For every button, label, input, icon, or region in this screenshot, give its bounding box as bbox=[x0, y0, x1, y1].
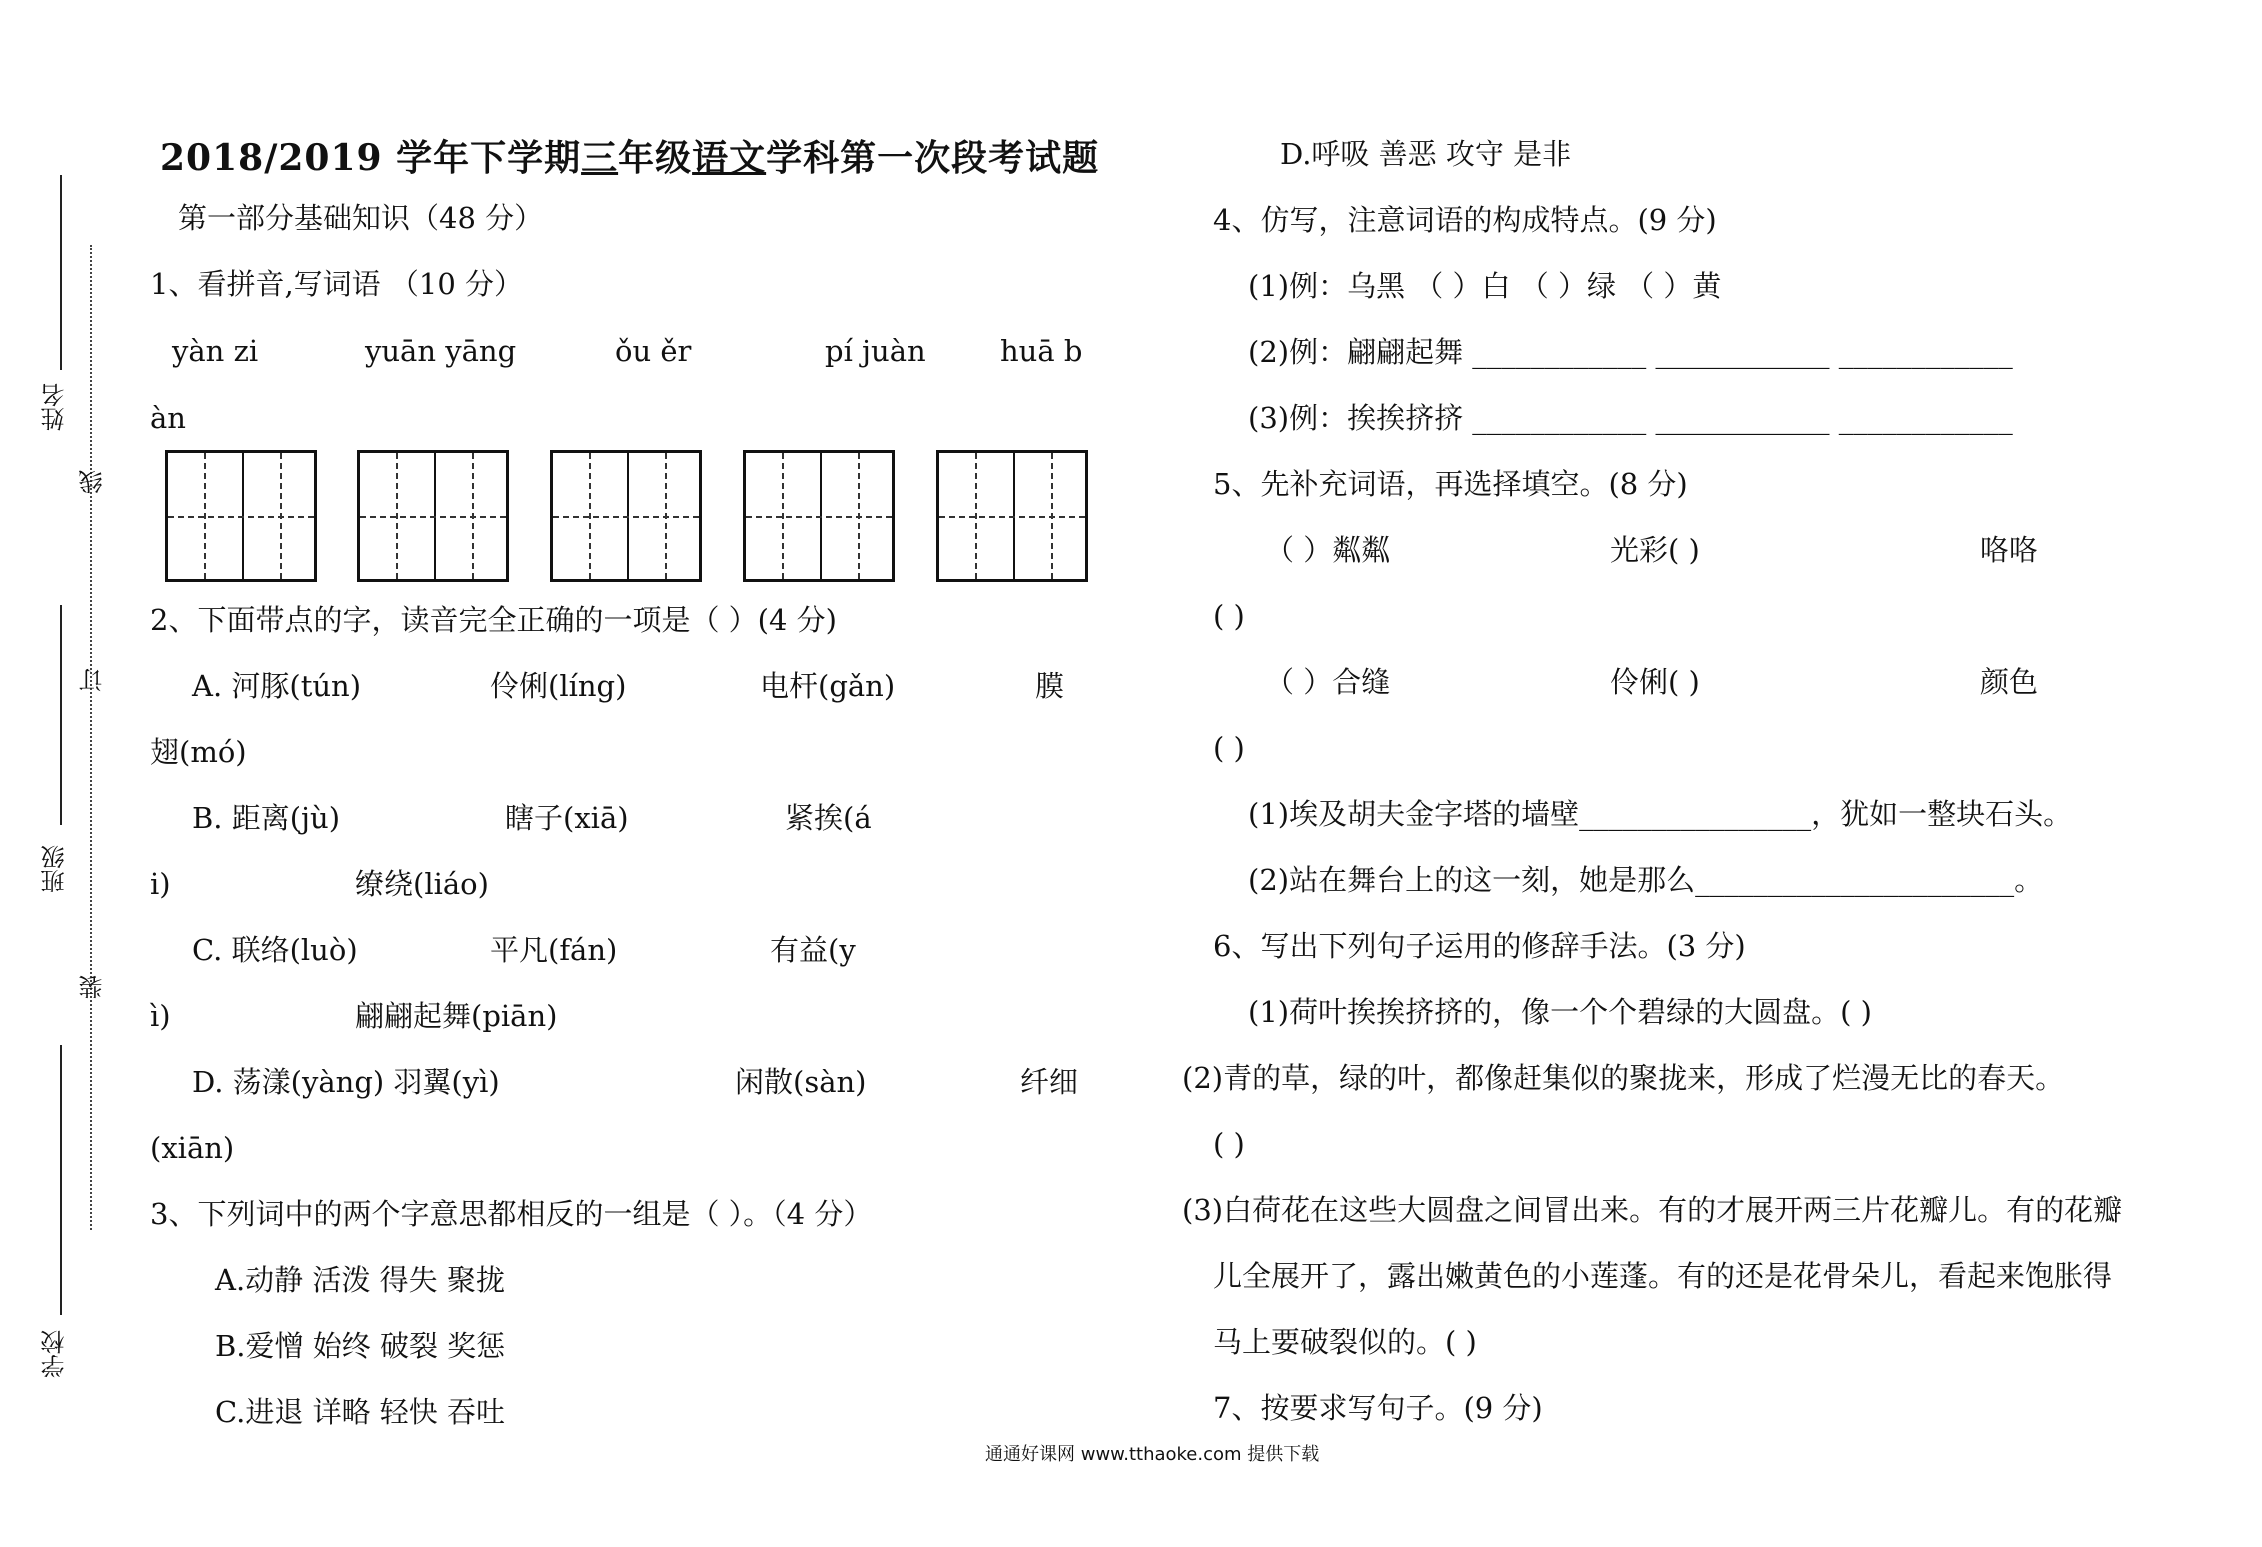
q2-option-b-4: i) bbox=[150, 867, 171, 901]
q2-title: 2、下面带点的字，读音完全正确的一项是（ ）(4 分) bbox=[150, 603, 837, 637]
q1-pinyin-4: pí juàn bbox=[825, 334, 926, 368]
q2-option-c-3: 有益(y bbox=[770, 933, 856, 967]
title-subject: 语文 bbox=[692, 137, 767, 179]
q5-sentence-2: (2)站在舞台上的这一刻，她是那么______________________。 bbox=[1248, 863, 2044, 897]
q2-option-d-4: (xiān) bbox=[150, 1131, 235, 1165]
q2-option-b-2: 瞎子(xiā) bbox=[505, 801, 629, 835]
school-label: 学校 bbox=[41, 1330, 69, 1378]
ding-char: 订 bbox=[79, 668, 107, 692]
q6-sentence-2-blank: ( ) bbox=[1213, 1127, 1245, 1161]
q1-pinyin-1: yàn zi bbox=[172, 334, 259, 368]
q2-option-d-2: 闲散(sàn) bbox=[735, 1065, 867, 1099]
binding-line-2 bbox=[60, 605, 62, 825]
q2-option-a-2: 伶俐(líng) bbox=[490, 669, 627, 703]
title-part-1: 2018/2019 学年下学期 bbox=[160, 137, 582, 179]
q4-title: 4、仿写，注意词语的构成特点。(9 分) bbox=[1213, 203, 1717, 237]
q6-sentence-1: (1)荷叶挨挨挤挤的，像一个个碧绿的大圆盘。( ) bbox=[1248, 995, 1872, 1029]
q1-title: 1、看拼音,写词语 （10 分） bbox=[150, 267, 524, 301]
title-part-5: 学科第一次段考试题 bbox=[766, 137, 1100, 179]
q4-row-2: (2)例：翩翩起舞 ____________ ____________ ____________ bbox=[1248, 335, 2013, 369]
q5-sentence-1: (1)埃及胡夫金字塔的墙壁________________，犹如一整块石头。 bbox=[1248, 797, 2073, 831]
q1-pinyin-5: huā b bbox=[1000, 334, 1083, 368]
q7-title: 7、按要求写句子。(9 分) bbox=[1213, 1391, 1543, 1425]
q2-option-c-5: 翩翩起舞(piān) bbox=[355, 999, 558, 1033]
class-label: 班级 bbox=[41, 845, 69, 893]
q4-row-1: (1)例：乌黑 （ ）白 （ ）绿 （ ）黄 bbox=[1248, 269, 1722, 303]
title-grade: 三 bbox=[581, 137, 619, 179]
q2-option-a-1: A. 河豚(tún) bbox=[192, 669, 362, 703]
q2-option-a-4: 膜 bbox=[1035, 669, 1065, 703]
q2-option-d-1: D. 荡漾(yàng) 羽翼(yì) bbox=[192, 1065, 500, 1099]
q2-option-c-2: 平凡(fán) bbox=[490, 933, 618, 967]
q6-sentence-3-line-1: (3)白荷花在这些大圆盘之间冒出来。有的才展开两三片花瓣儿。有的花瓣 bbox=[1182, 1193, 2123, 1227]
q2-option-a-3: 电杆(gǎn) bbox=[760, 669, 896, 703]
q3-option-a: A.动静 活泼 得失 聚拢 bbox=[215, 1263, 505, 1297]
q2-option-c-1: C. 联络(luò) bbox=[192, 933, 358, 967]
q2-option-b-3: 紧挨(á bbox=[785, 801, 872, 835]
dotted-cut-line bbox=[90, 245, 92, 1230]
q2-option-b-5: 缭绕(liáo) bbox=[355, 867, 489, 901]
q5-title: 5、先补充词语，再选择填空。(8 分) bbox=[1213, 467, 1688, 501]
writing-grid-2[interactable] bbox=[357, 450, 509, 582]
binding-line-3 bbox=[60, 1045, 62, 1315]
q6-sentence-2: (2)青的草，绿的叶，都像赶集似的聚拢来，形成了烂漫无比的春天。 bbox=[1182, 1061, 2065, 1095]
title-part-3: 年级 bbox=[618, 137, 693, 179]
q5-word-5: 伶俐( ) bbox=[1610, 665, 1700, 699]
q5-word-6-blank: ( ) bbox=[1213, 731, 1245, 765]
q5-word-1: （ ）粼粼 bbox=[1265, 533, 1391, 567]
q6-sentence-3-line-3: 马上要破裂似的。( ) bbox=[1213, 1325, 1477, 1359]
section-heading: 第一部分基础知识（48 分） bbox=[178, 201, 544, 235]
q1-pinyin-3: ǒu ěr bbox=[615, 334, 692, 368]
writing-grid-3[interactable] bbox=[550, 450, 702, 582]
q2-option-d-3: 纤细 bbox=[1020, 1065, 1079, 1099]
writing-grid-5[interactable] bbox=[936, 450, 1088, 582]
q5-word-6: 颜色 bbox=[1980, 665, 2039, 699]
q1-pinyin-2: yuān yāng bbox=[365, 334, 517, 368]
writing-grid-1[interactable] bbox=[165, 450, 317, 582]
q5-word-4: （ ）合缝 bbox=[1265, 665, 1391, 699]
zhuang-char: 装 bbox=[79, 975, 107, 999]
footer-credit: 通通好课网 www.tthaoke.com 提供下载 bbox=[985, 1444, 1320, 1465]
q1-pinyin-wrap: àn bbox=[150, 401, 186, 435]
q5-word-3: 咯咯 bbox=[1980, 533, 2039, 567]
q6-title: 6、写出下列句子运用的修辞手法。(3 分) bbox=[1213, 929, 1746, 963]
q3-option-b: B.爱憎 始终 破裂 奖惩 bbox=[215, 1329, 506, 1363]
page-title bbox=[160, 130, 1099, 181]
q3-title: 3、下列词中的两个字意思都相反的一组是（ ）。（4 分） bbox=[150, 1197, 873, 1231]
q2-option-b-1: B. 距离(jù) bbox=[192, 801, 341, 835]
q2-option-c-4: ì) bbox=[150, 999, 171, 1033]
q5-word-3-blank: ( ) bbox=[1213, 599, 1245, 633]
name-label: 姓名 bbox=[41, 383, 69, 431]
q4-row-3: (3)例：挨挨挤挤 ____________ ____________ ____________ bbox=[1248, 401, 2013, 435]
q3-option-d: D.呼吸 善恶 攻守 是非 bbox=[1280, 137, 1572, 171]
q3-option-c: C.进退 详略 轻快 吞吐 bbox=[215, 1395, 506, 1429]
q2-option-a-5: 翅(mó) bbox=[150, 735, 247, 769]
line-char: 线 bbox=[79, 470, 107, 494]
writing-grid-4[interactable] bbox=[743, 450, 895, 582]
q5-word-2: 光彩( ) bbox=[1610, 533, 1700, 567]
binding-line-1 bbox=[60, 175, 62, 370]
q6-sentence-3-line-2: 儿全展开了，露出嫩黄色的小莲蓬。有的还是花骨朵儿，看起来饱胀得 bbox=[1213, 1259, 2113, 1293]
